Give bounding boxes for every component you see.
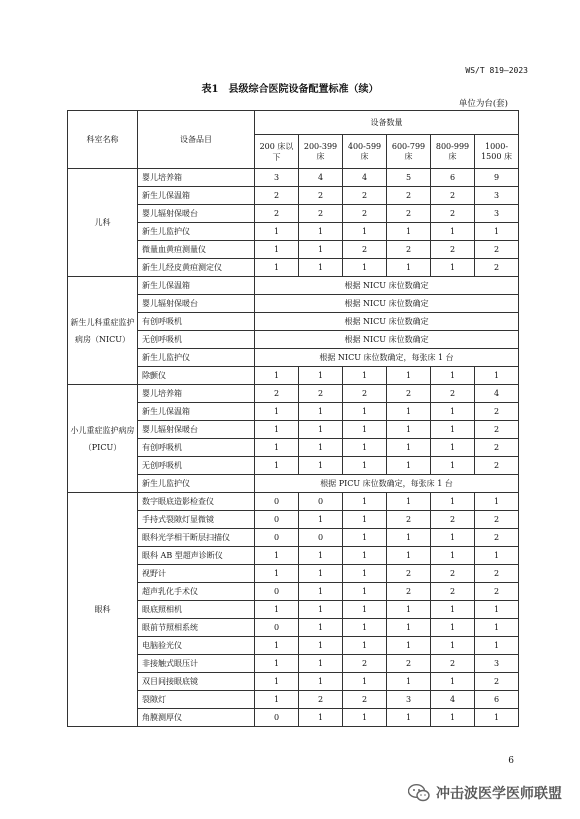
quantity-cell: 1 bbox=[299, 601, 343, 619]
quantity-cell: 1 bbox=[387, 403, 431, 421]
quantity-cell: 1 bbox=[387, 619, 431, 637]
item-name: 电脑验光仪 bbox=[138, 637, 255, 655]
item-name: 新生儿监护仪 bbox=[138, 475, 255, 493]
quantity-cell: 2 bbox=[475, 421, 519, 439]
quantity-cell: 1 bbox=[299, 709, 343, 727]
item-name: 婴儿辐射保暖台 bbox=[138, 295, 255, 313]
item-name: 手持式裂隙灯显微镜 bbox=[138, 511, 255, 529]
quantity-cell: 1 bbox=[431, 259, 475, 277]
item-name: 新生儿保温箱 bbox=[138, 277, 255, 295]
item-name: 有创呼吸机 bbox=[138, 439, 255, 457]
table-title: 表1 县级综合医院设备配置标准（续） bbox=[201, 84, 379, 95]
quantity-cell: 4 bbox=[431, 691, 475, 709]
quantity-cell: 1 bbox=[475, 619, 519, 637]
table-row bbox=[68, 493, 519, 511]
quantity-cell: 2 bbox=[475, 241, 519, 259]
quantity-cell: 6 bbox=[431, 169, 475, 187]
quantity-cell: 3 bbox=[475, 187, 519, 205]
equipment-config-table bbox=[67, 110, 519, 727]
header-cap: 200 床以下 bbox=[255, 135, 299, 169]
header-cap: 600-799 床 bbox=[387, 135, 431, 169]
dept-name: 儿科 bbox=[68, 169, 138, 277]
quantity-cell: 1 bbox=[343, 421, 387, 439]
quantity-cell: 2 bbox=[387, 511, 431, 529]
quantity-cell: 0 bbox=[255, 493, 299, 511]
quantity-cell: 0 bbox=[255, 583, 299, 601]
quantity-cell: 1 bbox=[255, 439, 299, 457]
item-name: 新生儿保温箱 bbox=[138, 187, 255, 205]
quantity-note: 根据 PICU 床位数确定，每张床 1 台 bbox=[255, 475, 519, 493]
quantity-cell: 1 bbox=[431, 403, 475, 421]
quantity-cell: 1 bbox=[299, 583, 343, 601]
quantity-note: 根据 NICU 床位数确定 bbox=[255, 295, 519, 313]
quantity-cell: 1 bbox=[299, 421, 343, 439]
quantity-cell: 2 bbox=[475, 565, 519, 583]
quantity-cell: 1 bbox=[343, 367, 387, 385]
watermark bbox=[408, 783, 562, 803]
item-name: 无创呼吸机 bbox=[138, 457, 255, 475]
item-name: 眼前节照相系统 bbox=[138, 619, 255, 637]
page-number: 6 bbox=[508, 756, 514, 766]
quantity-cell: 1 bbox=[299, 223, 343, 241]
quantity-cell: 1 bbox=[431, 619, 475, 637]
quantity-cell: 2 bbox=[387, 187, 431, 205]
watermark-text: 冲击波医学医师联盟 bbox=[436, 786, 562, 802]
quantity-cell: 1 bbox=[431, 637, 475, 655]
quantity-cell: 3 bbox=[255, 169, 299, 187]
item-name: 微量血黄疸测量仪 bbox=[138, 241, 255, 259]
quantity-cell: 1 bbox=[299, 673, 343, 691]
quantity-cell: 2 bbox=[299, 187, 343, 205]
quantity-cell: 0 bbox=[255, 709, 299, 727]
quantity-cell: 2 bbox=[475, 583, 519, 601]
quantity-cell: 1 bbox=[255, 673, 299, 691]
item-name: 眼科 AB 型超声诊断仪 bbox=[138, 547, 255, 565]
quantity-cell: 1 bbox=[475, 637, 519, 655]
quantity-cell: 1 bbox=[387, 673, 431, 691]
quantity-cell: 2 bbox=[475, 403, 519, 421]
quantity-cell: 1 bbox=[255, 223, 299, 241]
quantity-cell: 1 bbox=[387, 547, 431, 565]
quantity-cell: 1 bbox=[475, 547, 519, 565]
quantity-cell: 1 bbox=[255, 421, 299, 439]
quantity-cell: 2 bbox=[475, 511, 519, 529]
quantity-cell: 1 bbox=[343, 583, 387, 601]
quantity-cell: 1 bbox=[431, 493, 475, 511]
quantity-cell: 1 bbox=[299, 511, 343, 529]
quantity-cell: 2 bbox=[387, 205, 431, 223]
quantity-cell: 2 bbox=[299, 691, 343, 709]
wechat-icon bbox=[408, 784, 430, 802]
quantity-cell: 2 bbox=[255, 385, 299, 403]
quantity-cell: 1 bbox=[343, 547, 387, 565]
quantity-cell: 2 bbox=[299, 205, 343, 223]
header-cap: 1000-1500 床 bbox=[475, 135, 519, 169]
quantity-cell: 1 bbox=[387, 439, 431, 457]
quantity-cell: 2 bbox=[343, 655, 387, 673]
quantity-cell: 1 bbox=[431, 439, 475, 457]
quantity-cell: 1 bbox=[343, 619, 387, 637]
quantity-cell: 0 bbox=[299, 529, 343, 547]
item-name: 婴儿培养箱 bbox=[138, 385, 255, 403]
quantity-cell: 2 bbox=[255, 205, 299, 223]
quantity-note: 根据 NICU 床位数确定 bbox=[255, 313, 519, 331]
quantity-cell: 2 bbox=[343, 691, 387, 709]
quantity-cell: 1 bbox=[431, 547, 475, 565]
quantity-cell: 1 bbox=[343, 601, 387, 619]
item-name: 裂隙灯 bbox=[138, 691, 255, 709]
quantity-cell: 1 bbox=[343, 529, 387, 547]
quantity-cell: 1 bbox=[255, 367, 299, 385]
quantity-cell: 2 bbox=[431, 241, 475, 259]
quantity-cell: 3 bbox=[387, 691, 431, 709]
quantity-cell: 1 bbox=[255, 565, 299, 583]
header-cap: 200-399 床 bbox=[299, 135, 343, 169]
quantity-cell: 1 bbox=[299, 439, 343, 457]
quantity-cell: 1 bbox=[387, 223, 431, 241]
quantity-cell: 1 bbox=[255, 403, 299, 421]
quantity-cell: 1 bbox=[299, 637, 343, 655]
quantity-cell: 1 bbox=[343, 709, 387, 727]
item-name: 眼科光学相干断层扫描仪 bbox=[138, 529, 255, 547]
header-item: 设备品目 bbox=[138, 111, 255, 169]
quantity-cell: 1 bbox=[387, 601, 431, 619]
table-row bbox=[68, 169, 519, 187]
item-name: 婴儿辐射保暖台 bbox=[138, 421, 255, 439]
item-name: 双目间接眼底镜 bbox=[138, 673, 255, 691]
quantity-cell: 1 bbox=[431, 367, 475, 385]
quantity-cell: 0 bbox=[255, 529, 299, 547]
unit-note: 单位为台(套) bbox=[458, 99, 508, 109]
dept-name: 新生儿科重症监护病房（NICU） bbox=[68, 277, 138, 385]
item-name: 新生儿经皮黄疸测定仪 bbox=[138, 259, 255, 277]
header-cap: 400-599 床 bbox=[343, 135, 387, 169]
quantity-cell: 1 bbox=[255, 547, 299, 565]
quantity-cell: 1 bbox=[343, 259, 387, 277]
quantity-cell: 1 bbox=[431, 529, 475, 547]
quantity-cell: 2 bbox=[343, 205, 387, 223]
quantity-cell: 1 bbox=[299, 565, 343, 583]
quantity-cell: 2 bbox=[387, 565, 431, 583]
dept-name: 小儿重症监护病房（PICU） bbox=[68, 385, 138, 493]
quantity-cell: 2 bbox=[475, 457, 519, 475]
quantity-cell: 1 bbox=[431, 709, 475, 727]
quantity-cell: 1 bbox=[475, 367, 519, 385]
quantity-cell: 2 bbox=[387, 655, 431, 673]
header-dept: 科室名称 bbox=[68, 111, 138, 169]
quantity-cell: 0 bbox=[255, 511, 299, 529]
quantity-cell: 2 bbox=[343, 241, 387, 259]
quantity-cell: 5 bbox=[387, 169, 431, 187]
quantity-cell: 1 bbox=[431, 457, 475, 475]
item-name: 非接触式眼压计 bbox=[138, 655, 255, 673]
item-name: 视野计 bbox=[138, 565, 255, 583]
quantity-cell: 1 bbox=[387, 493, 431, 511]
quantity-cell: 1 bbox=[343, 439, 387, 457]
quantity-cell: 0 bbox=[299, 493, 343, 511]
item-name: 婴儿辐射保暖台 bbox=[138, 205, 255, 223]
quantity-cell: 1 bbox=[475, 223, 519, 241]
quantity-cell: 2 bbox=[475, 439, 519, 457]
quantity-cell: 2 bbox=[431, 187, 475, 205]
quantity-cell: 9 bbox=[475, 169, 519, 187]
item-name: 新生儿监护仪 bbox=[138, 223, 255, 241]
quantity-cell: 1 bbox=[255, 601, 299, 619]
table-row bbox=[68, 385, 519, 403]
quantity-cell: 2 bbox=[299, 385, 343, 403]
quantity-cell: 2 bbox=[343, 187, 387, 205]
quantity-cell: 1 bbox=[255, 637, 299, 655]
item-name: 新生儿保温箱 bbox=[138, 403, 255, 421]
item-name: 超声乳化手术仪 bbox=[138, 583, 255, 601]
quantity-note: 根据 NICU 床位数确定 bbox=[255, 331, 519, 349]
quantity-cell: 2 bbox=[387, 241, 431, 259]
item-name: 新生儿监护仪 bbox=[138, 349, 255, 367]
quantity-cell: 1 bbox=[387, 709, 431, 727]
quantity-cell: 1 bbox=[343, 511, 387, 529]
quantity-cell: 1 bbox=[343, 457, 387, 475]
quantity-cell: 1 bbox=[387, 421, 431, 439]
quantity-cell: 2 bbox=[343, 385, 387, 403]
quantity-cell: 2 bbox=[475, 259, 519, 277]
quantity-cell: 1 bbox=[299, 547, 343, 565]
quantity-cell: 1 bbox=[343, 223, 387, 241]
quantity-cell: 1 bbox=[255, 691, 299, 709]
quantity-cell: 1 bbox=[299, 655, 343, 673]
quantity-cell: 2 bbox=[431, 583, 475, 601]
quantity-cell: 2 bbox=[431, 565, 475, 583]
quantity-cell: 1 bbox=[387, 367, 431, 385]
quantity-cell: 4 bbox=[343, 169, 387, 187]
item-name: 角膜测厚仪 bbox=[138, 709, 255, 727]
quantity-cell: 1 bbox=[343, 565, 387, 583]
header-qty: 设备数量 bbox=[255, 111, 519, 135]
quantity-cell: 2 bbox=[475, 529, 519, 547]
quantity-cell: 4 bbox=[299, 169, 343, 187]
quantity-cell: 1 bbox=[343, 637, 387, 655]
quantity-cell: 1 bbox=[299, 403, 343, 421]
quantity-cell: 1 bbox=[299, 241, 343, 259]
quantity-cell: 2 bbox=[431, 511, 475, 529]
quantity-cell: 1 bbox=[255, 241, 299, 259]
quantity-cell: 1 bbox=[431, 421, 475, 439]
quantity-cell: 1 bbox=[299, 457, 343, 475]
quantity-cell: 6 bbox=[475, 691, 519, 709]
item-name: 数字眼底造影检查仪 bbox=[138, 493, 255, 511]
quantity-cell: 1 bbox=[299, 367, 343, 385]
quantity-note: 根据 NICU 床位数确定，每张床 1 台 bbox=[255, 349, 519, 367]
quantity-cell: 1 bbox=[387, 259, 431, 277]
dept-name: 眼科 bbox=[68, 493, 138, 727]
item-name: 婴儿培养箱 bbox=[138, 169, 255, 187]
quantity-cell: 1 bbox=[343, 493, 387, 511]
quantity-cell: 1 bbox=[475, 601, 519, 619]
item-name: 眼底照相机 bbox=[138, 601, 255, 619]
quantity-cell: 2 bbox=[475, 673, 519, 691]
quantity-cell: 2 bbox=[387, 583, 431, 601]
quantity-cell: 1 bbox=[431, 673, 475, 691]
quantity-cell: 2 bbox=[255, 187, 299, 205]
quantity-cell: 2 bbox=[431, 385, 475, 403]
quantity-cell: 3 bbox=[475, 655, 519, 673]
item-name: 有创呼吸机 bbox=[138, 313, 255, 331]
quantity-cell: 1 bbox=[475, 493, 519, 511]
quantity-cell: 2 bbox=[431, 205, 475, 223]
quantity-cell: 1 bbox=[431, 223, 475, 241]
quantity-cell: 1 bbox=[343, 673, 387, 691]
quantity-cell: 1 bbox=[255, 259, 299, 277]
quantity-cell: 1 bbox=[475, 709, 519, 727]
quantity-cell: 3 bbox=[475, 205, 519, 223]
quantity-cell: 1 bbox=[387, 457, 431, 475]
table-row bbox=[68, 277, 519, 295]
quantity-cell: 2 bbox=[431, 655, 475, 673]
quantity-cell: 1 bbox=[299, 259, 343, 277]
quantity-note: 根据 NICU 床位数确定 bbox=[255, 277, 519, 295]
quantity-cell: 4 bbox=[475, 385, 519, 403]
quantity-cell: 0 bbox=[255, 619, 299, 637]
quantity-cell: 1 bbox=[255, 457, 299, 475]
standard-code: WS/T 819—2023 bbox=[465, 66, 528, 75]
quantity-cell: 1 bbox=[431, 601, 475, 619]
quantity-cell: 1 bbox=[299, 619, 343, 637]
quantity-cell: 1 bbox=[255, 655, 299, 673]
quantity-cell: 2 bbox=[387, 385, 431, 403]
quantity-cell: 1 bbox=[387, 637, 431, 655]
quantity-cell: 1 bbox=[387, 529, 431, 547]
quantity-cell: 1 bbox=[343, 403, 387, 421]
item-name: 除颤仪 bbox=[138, 367, 255, 385]
item-name: 无创呼吸机 bbox=[138, 331, 255, 349]
header-cap: 800-999 床 bbox=[431, 135, 475, 169]
